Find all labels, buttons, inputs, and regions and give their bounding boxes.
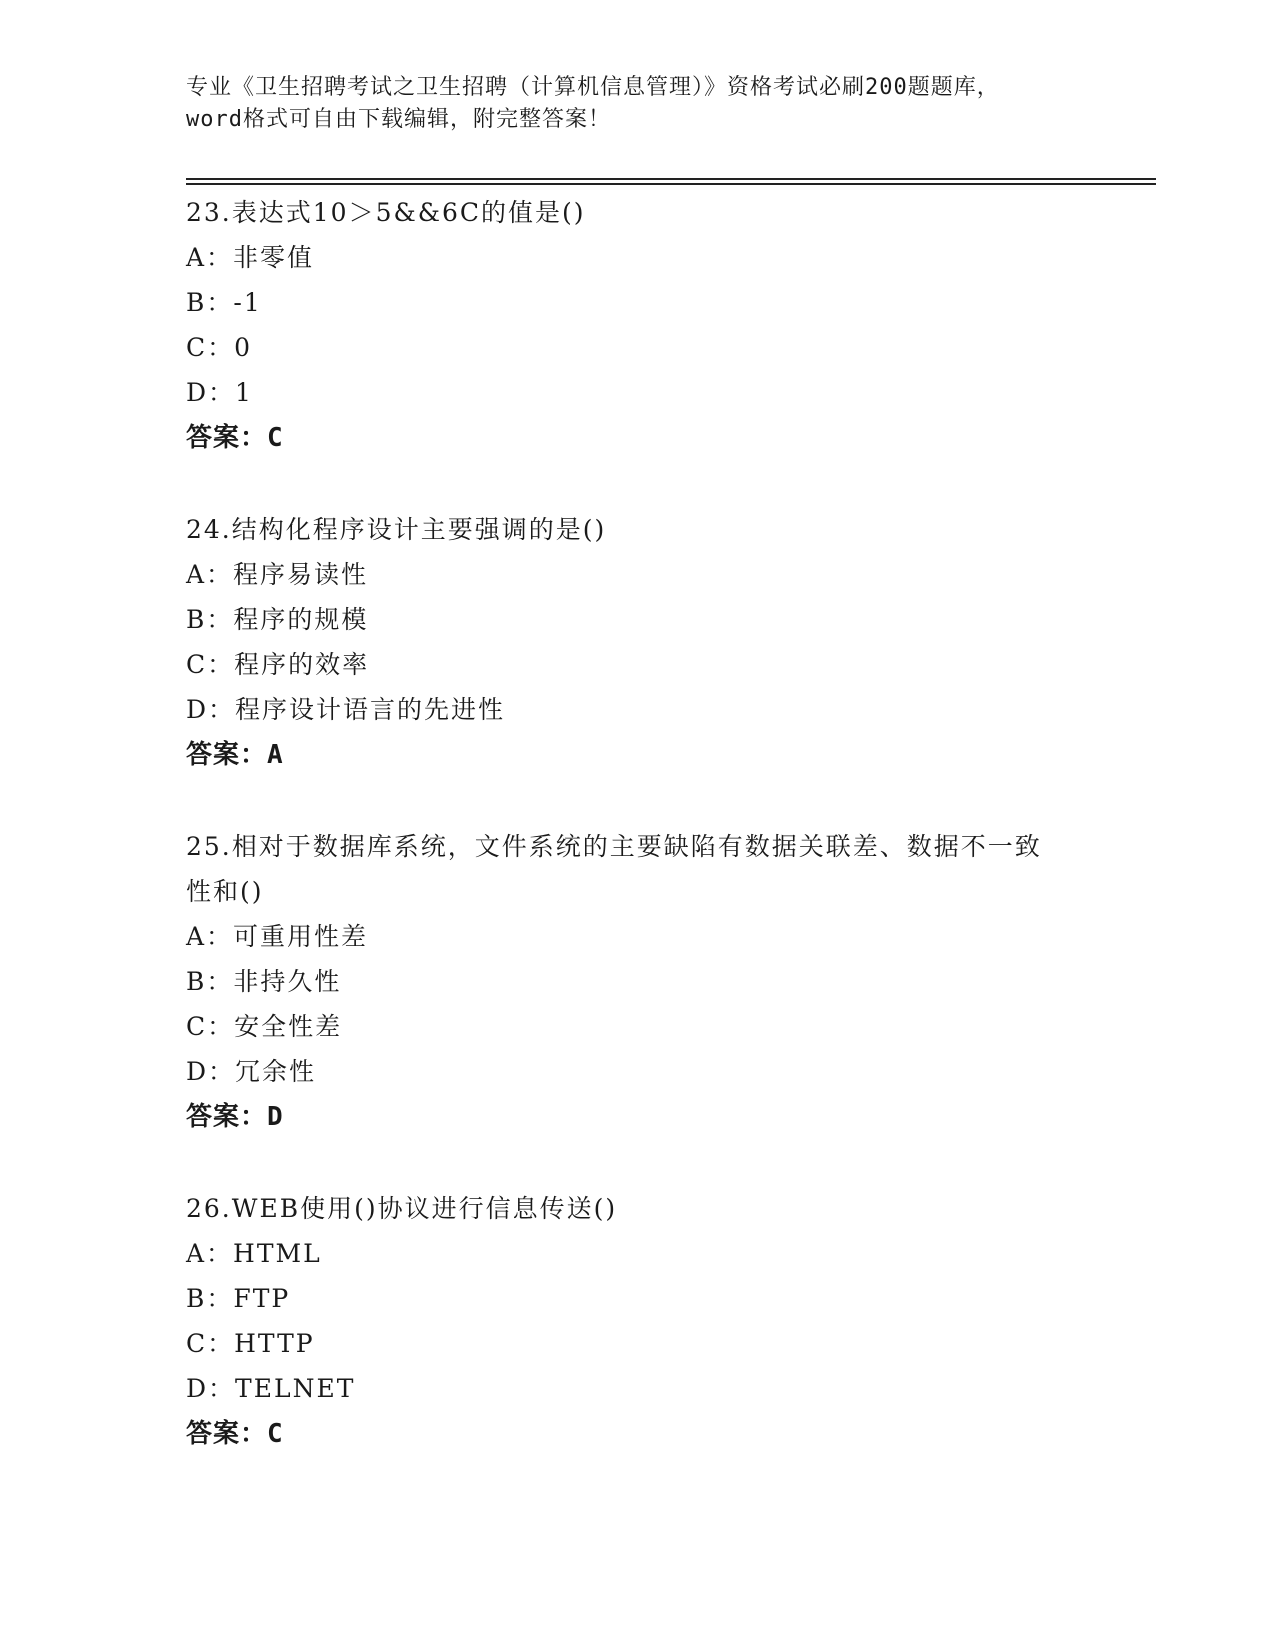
answer-label: 答案：D [186, 1102, 284, 1132]
option-c: C：程序的效率 [186, 650, 370, 679]
option-c: C：安全性差 [186, 1012, 343, 1041]
question-text: 23.表达式10＞5&&6C的值是() [186, 198, 586, 227]
header-divider-top [186, 178, 1156, 180]
question-text: 26.WEB使用()协议进行信息传送() [186, 1194, 618, 1223]
option-b: B：FTP [186, 1284, 291, 1313]
question-25 [186, 824, 1086, 1140]
header-line-2: word格式可自由下载编辑，附完整答案！ [186, 107, 611, 132]
answer-label: 答案：A [186, 740, 284, 770]
option-c: C：HTTP [186, 1329, 315, 1358]
option-b: B：非持久性 [186, 967, 342, 996]
question-24 [186, 507, 1086, 778]
document-header [186, 72, 1156, 136]
question-23 [186, 190, 1086, 461]
option-d: D：TELNET [186, 1374, 356, 1403]
option-d: D：冗余性 [186, 1057, 317, 1086]
option-a: A：程序易读性 [186, 560, 369, 589]
option-a: A：非零值 [186, 243, 315, 272]
question-text: 25.相对于数据库系统，文件系统的主要缺陷有数据关联差、数据不一致性和() [186, 832, 1042, 906]
answer-label: 答案：C [186, 1419, 284, 1449]
header-divider-bottom [186, 183, 1156, 185]
option-c: C：0 [186, 333, 253, 362]
question-text: 24.结构化程序设计主要强调的是() [186, 515, 607, 544]
answer-label: 答案：C [186, 423, 284, 453]
option-a: A：可重用性差 [186, 922, 369, 951]
option-d: D：1 [186, 378, 253, 407]
question-list [186, 190, 1086, 1503]
option-b: B：程序的规模 [186, 605, 369, 634]
option-d: D：程序设计语言的先进性 [186, 695, 506, 724]
option-a: A：HTML [186, 1239, 322, 1268]
header-line-1: 专业《卫生招聘考试之卫生招聘（计算机信息管理）》资格考试必刷200题题库， [186, 75, 1000, 100]
question-26 [186, 1186, 1086, 1457]
option-b: B：-1 [186, 288, 262, 317]
